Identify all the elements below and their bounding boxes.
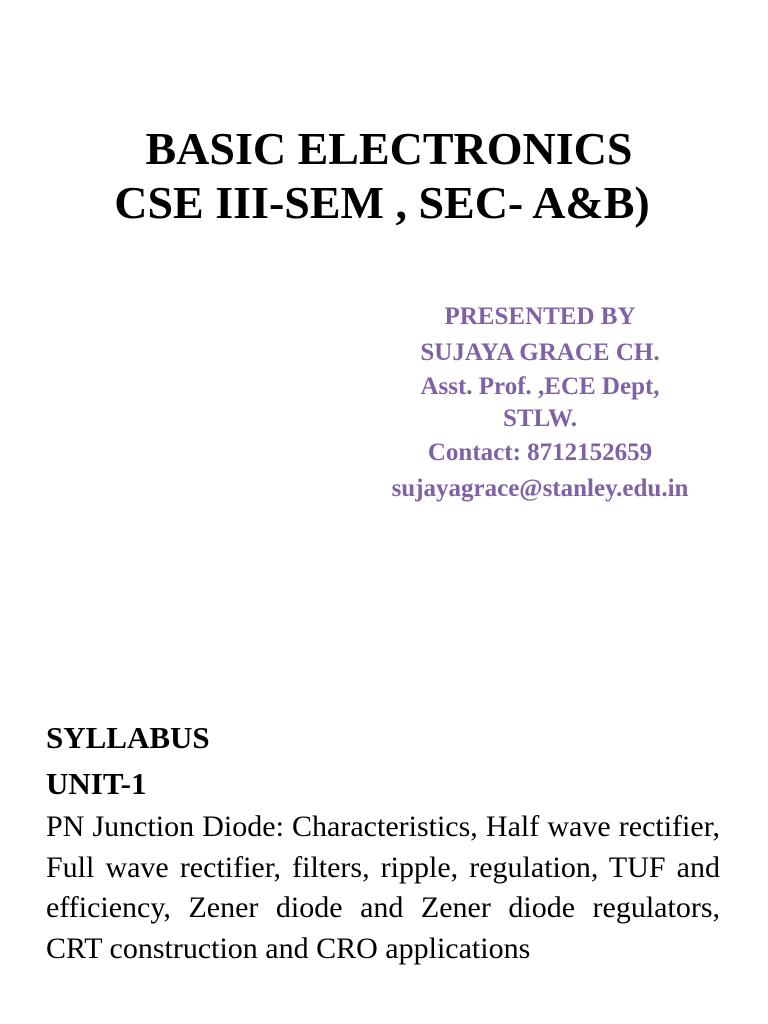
presenter-name: SUJAYA GRACE CH. (420, 339, 660, 366)
slide-title (0, 122, 768, 230)
presenter-info (340, 299, 740, 507)
title-line-section: CSE III-SEM , SEC- A&B) (114, 177, 650, 228)
unit-heading: UNIT-1 (46, 766, 147, 801)
slide-divider (0, 676, 768, 677)
title-line-course: BASIC ELECTRONICS (145, 123, 633, 174)
unit-content: PN Junction Diode: Characteristics, Half wave rectifier, Full wave rectifier, filters, ripple, regulation, TUF and efficiency, Zener diode and Zener diode regulators, CRT construction and CRO applications (46, 810, 720, 965)
presenter-designation: Asst. Prof. ,ECE Dept, (420, 373, 660, 400)
presenter-institution: STLW. (503, 405, 577, 432)
presented-by-label: PRESENTED BY (444, 303, 636, 330)
syllabus-section (46, 715, 720, 969)
syllabus-heading: SYLLABUS (46, 720, 210, 755)
presenter-contact: Contact: 8712152659 (427, 439, 653, 466)
presenter-email: sujayagrace@stanley.edu.in (391, 475, 689, 502)
